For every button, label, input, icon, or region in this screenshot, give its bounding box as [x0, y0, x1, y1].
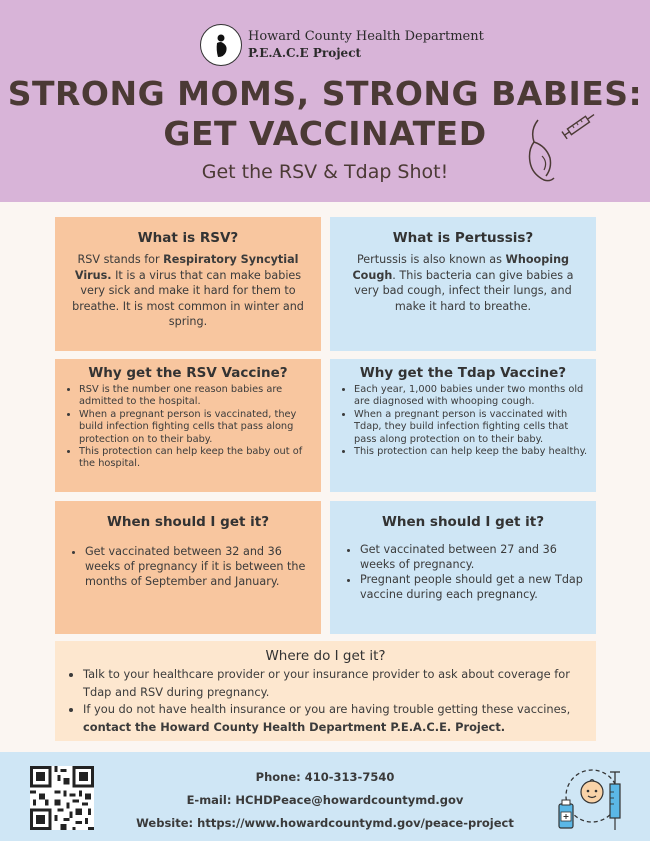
rsv-text-bold: Respiratory Syncytial Virus. [74, 253, 299, 282]
list-item: • Pregnant people should get a new Tdap vaccine during each pregnancy. [360, 572, 586, 602]
when-tdap-card [330, 501, 596, 634]
pertussis-text-post: . This bacteria can give babies a very bad cough, infect their lungs, and make it hard to breathe. [354, 268, 574, 313]
contact-info [120, 766, 530, 835]
where-list [65, 666, 586, 736]
when-rsv-title: When should I get it? [106, 514, 270, 530]
phone[interactable]: Phone: 410-313-7540 [255, 770, 395, 784]
when-rsv-card [55, 501, 321, 634]
where-bullet2-bold: contact the Howard County Health Department P.E.A.C.E. Project. [83, 719, 506, 734]
pregnant-vaccine-art-icon [516, 112, 596, 192]
baby-vaccine-icon [554, 760, 632, 836]
why-rsv-card [55, 359, 321, 492]
when-tdap-list [340, 542, 586, 602]
list-item: • Get vaccinated between 27 and 36 weeks of pregnancy. [360, 542, 586, 572]
list-item: • Each year, 1,000 babies under two months old are diagnosed with whooping cough. [354, 384, 588, 409]
list-item: • This protection can help keep the baby healthy. [354, 446, 588, 458]
org-name [248, 29, 484, 61]
when-tdap-title: When should I get it? [381, 514, 545, 530]
what-is-rsv-card [55, 217, 321, 351]
list-item: • When a pregnant person is vaccinated, they build infection fighting cells that pass along protection on to their baby. [79, 409, 313, 446]
list-item: • This protection can help keep the baby out of the hospital. [79, 446, 313, 471]
headline-line2: GET VACCINATED [163, 114, 487, 153]
headline-line1: STRONG MOMS, STRONG BABIES: [7, 74, 643, 113]
peace-logo-icon [200, 24, 242, 66]
when-rsv-list [65, 544, 311, 589]
subheadline: Get the RSV & Tdap Shot! [201, 161, 449, 183]
rsv-text-pre: RSV stands for [77, 253, 164, 266]
pertussis-text-pre: Pertussis is also known as [356, 253, 506, 266]
list-item: • Get vaccinated between 32 and 36 weeks of pregnancy if it is between the months of September and January. [85, 544, 311, 589]
where-title: Where do I get it? [265, 648, 386, 664]
list-item: • Talk to your healthcare provider or your insurance provider to ask about coverage for Tdap and RSV during pregnancy. [83, 666, 586, 701]
what-is-pertussis-title: What is Pertussis? [392, 230, 534, 246]
what-is-pertussis-text [340, 252, 586, 314]
why-tdap-card [330, 359, 596, 492]
org-logo-row [200, 24, 484, 66]
website[interactable]: Website: https://www.howardcountymd.gov/peace-project [136, 816, 514, 830]
pertussis-text-bold: Whooping Cough [352, 253, 570, 282]
why-rsv-list [63, 384, 313, 471]
why-tdap-list [338, 384, 588, 458]
where-bullet2-text: If you do not have health insurance or you are having trouble getting these vaccines, [83, 702, 571, 716]
list-item [83, 701, 586, 736]
org-line2: P.E.A.C.E Project [248, 46, 362, 60]
footer [0, 752, 650, 841]
what-is-pertussis-card [330, 217, 596, 351]
rsv-text-post: It is a virus that can make babies very sick and make it hard for them to breathe. It is most common in winter and spring. [72, 268, 304, 328]
org-line1: Howard County Health Department [248, 29, 484, 44]
why-rsv-title: Why get the RSV Vaccine? [88, 365, 288, 381]
where-card [55, 641, 596, 741]
why-tdap-title: Why get the Tdap Vaccine? [359, 365, 567, 381]
list-item: • RSV is the number one reason babies are admitted to the hospital. [79, 384, 313, 409]
email[interactable]: E-mail: HCHDPeace@howardcountymd.gov [186, 793, 464, 807]
header-banner [0, 0, 650, 202]
qr-code-icon[interactable] [30, 766, 94, 830]
list-item: • When a pregnant person is vaccinated with Tdap, they build infection fighting cells that pass along protection on to their baby. [354, 409, 588, 446]
what-is-rsv-text [65, 252, 311, 330]
what-is-rsv-title: What is RSV? [137, 230, 239, 246]
